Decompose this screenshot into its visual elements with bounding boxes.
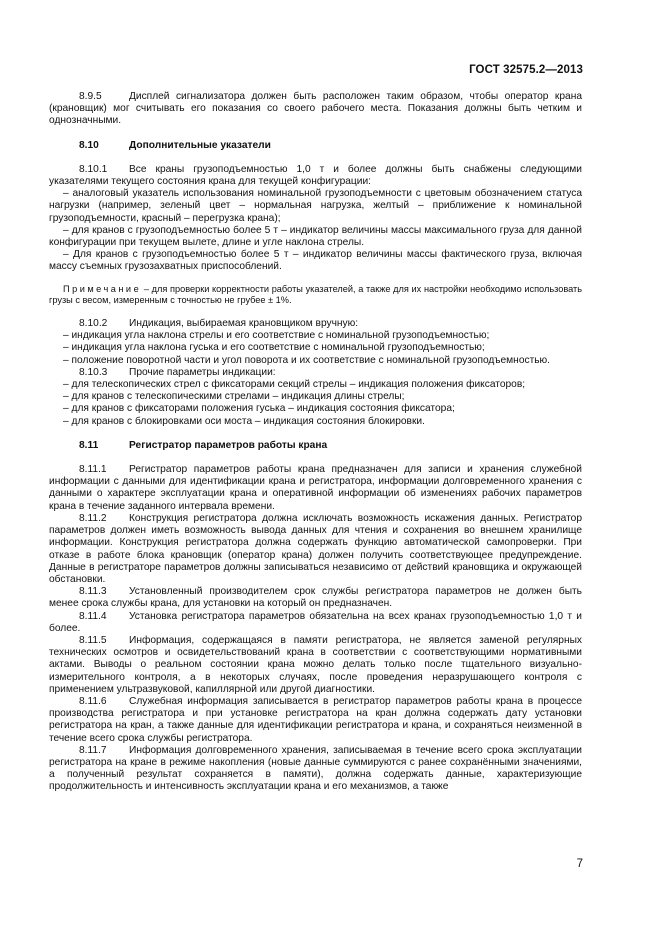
clause-text: Установка регистратора параметров обязательна на всех кранах грузоподъемностью 1,0 т и более. bbox=[49, 610, 582, 634]
clause-text: Служебная информация записывается в регистратор параметров работы крана в процессе производства регистратора и при установке регистратора на кран должна содержать дату установки регистратора на кран, а также данные для идентификации регистратора и крана, и сохраняться неизменной в течение всего срока службы регистратора. bbox=[49, 695, 582, 744]
clause-text: Индикация, выбираемая крановщиком вручную: bbox=[129, 318, 359, 330]
list-item: – аналоговый указатель использования номинальной грузоподъемности с цветовым обозначением статуса нагрузки (например, зеленый цвет – нормальная нагрузка, желтый – приближение к номинальной грузоподъемности, красный – перегрузка крана); bbox=[49, 188, 582, 224]
clause-text: Все краны грузоподъемностью 1,0 т и более должны быть снабжены следующими указателями текущего состояния крана для текущей конфигурации: bbox=[49, 163, 582, 188]
clause-text: Информация долговременного хранения, записываемая в течение всего срока эксплуатации регистратора на кране в режиме накопления (новые данные суммируются с ранее сохранёнными значениями, а полученный результат сохраняется в памяти), должна содержать данные, характеризующие продолжительность и интенсивность эксплуатации крана и его механизмов, а также bbox=[49, 744, 582, 793]
clause-number: 8.10.3 bbox=[79, 366, 108, 378]
list-item: – положение поворотной части и угол поворота и их соответствие с номинальной грузоподъемностью. bbox=[63, 354, 551, 366]
paragraph-8-11-5 bbox=[49, 635, 582, 696]
paragraph-8-11-6 bbox=[49, 696, 582, 745]
paragraph-8-11-4 bbox=[49, 611, 582, 635]
note bbox=[49, 284, 582, 306]
section-title: Регистратор параметров работы крана bbox=[129, 439, 328, 451]
paragraph-8-10-2 bbox=[49, 318, 582, 330]
list-item: – для кранов с фиксаторами положения гуська – индикация состояния фиксатора; bbox=[63, 403, 455, 415]
paragraph-8-9-5 bbox=[49, 91, 582, 128]
clause-number: 8.11.7 bbox=[79, 744, 107, 756]
list-item: – для кранов с блокировками оси моста – индикация состояния блокировки. bbox=[63, 415, 425, 427]
paragraph-8-10-3 bbox=[49, 367, 582, 379]
clause-text: Установленный производителем срок службы регистратора параметров не должен быть менее срока службы крана, для установки на который он предназначен. bbox=[49, 586, 582, 610]
section-heading-8-10 bbox=[49, 140, 582, 152]
document-header: ГОСТ 32575.2—2013 bbox=[469, 64, 583, 76]
clause-number: 8.10.1 bbox=[79, 163, 108, 175]
list-item: – Для кранов с грузоподъемностью более 5 т – индикатор величины массы фактического груза, включая массу съемных грузозахватных приспособлений. bbox=[49, 249, 582, 273]
clause-number: 8.11.3 bbox=[79, 586, 107, 598]
section-title: Дополнительные указатели bbox=[129, 139, 271, 151]
clause-number: 8.11.4 bbox=[79, 610, 107, 622]
clause-number: 8.10.2 bbox=[79, 318, 108, 330]
paragraph-8-11-2 bbox=[49, 513, 582, 586]
clause-text: Регистратор параметров работы крана предназначен для записи и хранения служебной информации с данными для идентификации крана и регистратора, информации долговременного хранения с данными о характере эксплуатации крана и оперативной информации об изменениях рабочих параметров крана в течение заданного интервала времени. bbox=[49, 464, 582, 512]
paragraph-8-10-1 bbox=[49, 164, 582, 188]
clause-text: Конструкция регистратора должна исключать возможность искажения данных. Регистратор параметров должен иметь возможность вывода данных для чтения и сохранения во внешнем хранилище информации. Конструкция регистратора должна содержать функцию автоматической самопроверки. При отказе в работе блока крановщик (оператор крана) должен получить соответствующее предупреждение. Данные в регистраторе параметров должны записываться независимо от действий крановщика и окружающей обстановки. bbox=[49, 512, 582, 585]
section-number: 8.10 bbox=[79, 139, 99, 151]
clause-number: 8.11.2 bbox=[79, 512, 107, 524]
list-item: – индикация угла наклона гуська и его соответствие с номинальной грузоподъемностью; bbox=[63, 342, 485, 354]
clause-number: 8.11.1 bbox=[79, 464, 107, 476]
paragraph-8-11-3 bbox=[49, 586, 582, 610]
page-number: 7 bbox=[576, 858, 583, 870]
list-item: – для телескопических стрел с фиксаторами секций стрелы – индикация положения фиксаторов; bbox=[63, 379, 526, 391]
note-text: – для проверки корректности работы указателей, а также для их настройки необходимо использовать грузы с весом, измеренным с точностью не грубее ± 1%. bbox=[49, 283, 582, 305]
list-item: – индикация угла наклона стрелы и его соответствие с номинальной грузоподъемностью; bbox=[63, 330, 490, 342]
document-body bbox=[49, 91, 582, 794]
section-number: 8.11 bbox=[79, 439, 99, 451]
list-item: – для кранов с телескопическими стрелами – индикация длины стрелы; bbox=[63, 391, 405, 403]
list-item: – для кранов с грузоподъемностью более 5 т – индикатор величины массы максимального груза для данной конфигурации при текущем вылете, длине и угле наклона стрелы. bbox=[49, 224, 582, 249]
paragraph-8-11-1 bbox=[49, 464, 582, 513]
clause-text: Информация, содержащаяся в памяти регистратора, не является заменой регулярных технических осмотров и освидетельствований крана в соответствии с соответствующими нормативными актами. Выводы о реальном состоянии крана можно делать только после тщательного визуально-измерительного контроля, а в некоторых случаях, после проведения неразрушающего контроля с применением ультразвуковой, капиллярной или другой диагностики. bbox=[49, 634, 582, 695]
clause-number: 8.11.6 bbox=[79, 695, 107, 707]
clause-text: Прочие параметры индикации: bbox=[129, 366, 276, 378]
clause-text: Дисплей сигнализатора должен быть расположен таким образом, чтобы оператор крана (крановщик) мог считывать его показания со своего рабочего места. Показания должны быть четким и однозначными. bbox=[49, 91, 582, 127]
note-label: Примечание bbox=[63, 283, 142, 294]
paragraph-8-11-7 bbox=[49, 745, 582, 794]
section-heading-8-11 bbox=[49, 440, 582, 452]
clause-number: 8.11.5 bbox=[79, 634, 107, 646]
clause-number: 8.9.5 bbox=[79, 91, 102, 102]
